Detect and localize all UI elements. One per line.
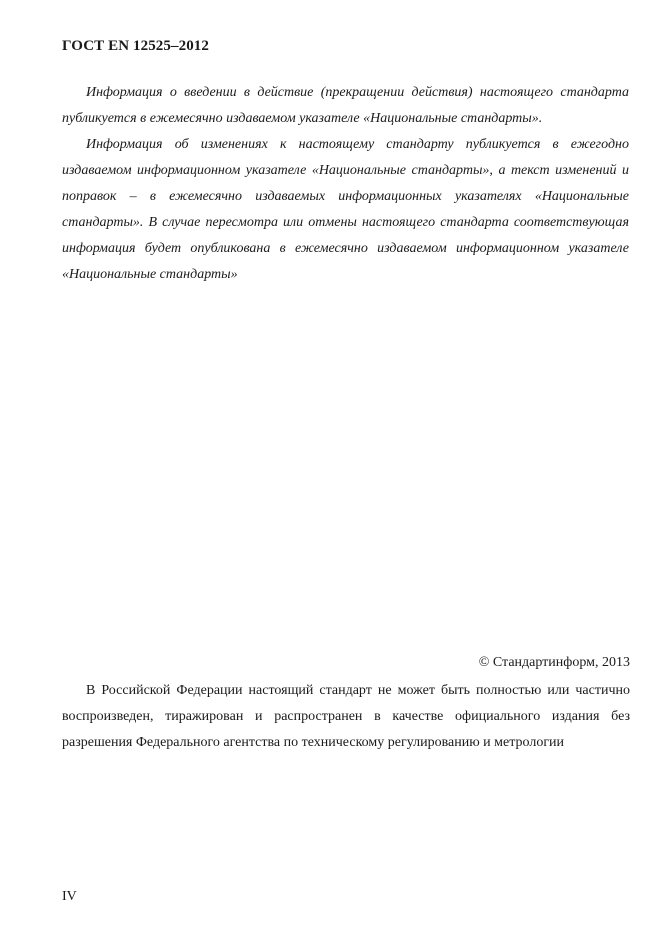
reproduction-notice bbox=[62, 678, 630, 756]
reproduction-notice-text: В Российской Федерации настоящий стандарт не может быть полностью или частично воспроизведен, тиражирован и распространен в качестве официального издания без разрешения Федерального агентства по техническому регулированию и метрологии bbox=[62, 683, 630, 750]
page-number: IV bbox=[62, 889, 77, 904]
publication-info-block bbox=[62, 80, 629, 288]
info-paragraph-amendments: Информация об изменениях к настоящему стандарту публикуется в ежегодно издаваемом информационном указателе «Национальные стандарты», а текст изменений и поправок – в ежемесячно издаваемых информационных указателях «Национальные стандарты». В случае пересмотра или отмены настоящего стандарта соответствующая информация будет опубликована в ежемесячно издаваемом информационном указателе «Национальные стандарты» bbox=[62, 137, 629, 282]
copyright-line: © Стандартинформ, 2013 bbox=[478, 655, 630, 670]
info-paragraph-introduction: Информация о введении в действие (прекращении действия) настоящего стандарта публикуется в ежемесячно издаваемом указателе «Национальные стандарты». bbox=[62, 85, 629, 126]
standard-code-header: ГОСТ EN 12525–2012 bbox=[62, 38, 209, 54]
